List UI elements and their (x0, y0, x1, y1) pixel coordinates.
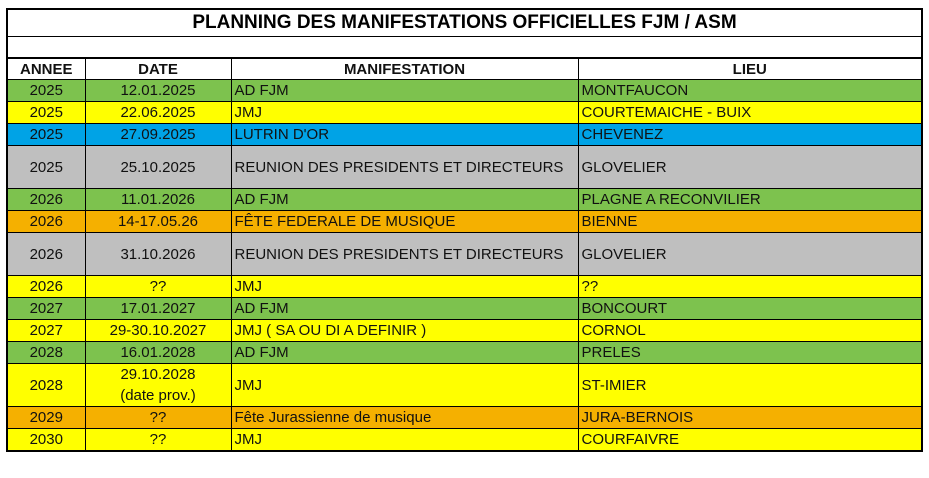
cell-manifestation: JMJ (231, 364, 578, 407)
cell-date: 25.10.2025 (85, 146, 231, 189)
header-date: DATE (85, 59, 231, 80)
cell-annee: 2030 (8, 429, 85, 451)
cell-lieu: PRELES (578, 342, 921, 364)
date-value: 29.10.2028 (120, 366, 196, 383)
cell-annee: 2026 (8, 233, 85, 276)
cell-date: 12.01.2025 (85, 80, 231, 102)
cell-annee: 2026 (8, 189, 85, 211)
cell-date: 31.10.2026 (85, 233, 231, 276)
cell-annee: 2029 (8, 407, 85, 429)
cell-manifestation: REUNION DES PRESIDENTS ET DIRECTEURS (231, 233, 578, 276)
cell-manifestation: JMJ (231, 429, 578, 451)
table-row (8, 298, 921, 320)
cell-lieu: CHEVENEZ (578, 124, 921, 146)
date-note: (date prov.) (120, 387, 196, 404)
cell-manifestation: REUNION DES PRESIDENTS ET DIRECTEURS (231, 146, 578, 189)
cell-lieu: JURA-BERNOIS (578, 407, 921, 429)
blank-row (8, 37, 921, 58)
header-row (8, 59, 921, 80)
cell-annee: 2026 (8, 276, 85, 298)
cell-manifestation: AD FJM (231, 342, 578, 364)
table-row (8, 233, 921, 276)
cell-lieu: CORNOL (578, 320, 921, 342)
cell-manifestation: AD FJM (231, 80, 578, 102)
cell-lieu: GLOVELIER (578, 233, 921, 276)
cell-date: 17.01.2027 (85, 298, 231, 320)
cell-lieu: COURFAIVRE (578, 429, 921, 451)
table-row (8, 342, 921, 364)
cell-manifestation: JMJ ( SA OU DI A DEFINIR ) (231, 320, 578, 342)
table-row (8, 211, 921, 233)
cell-annee: 2027 (8, 320, 85, 342)
cell-date: ?? (85, 276, 231, 298)
cell-lieu: ?? (578, 276, 921, 298)
cell-lieu: MONTFAUCON (578, 80, 921, 102)
table-row (8, 364, 921, 407)
header-lieu: LIEU (578, 59, 921, 80)
spreadsheet (6, 8, 923, 452)
table-row (8, 80, 921, 102)
cell-lieu: PLAGNE A RECONVILIER (578, 189, 921, 211)
cell-manifestation: FÊTE FEDERALE DE MUSIQUE (231, 211, 578, 233)
cell-date: 22.06.2025 (85, 102, 231, 124)
cell-annee: 2025 (8, 146, 85, 189)
cell-manifestation: JMJ (231, 102, 578, 124)
cell-date: ?? (85, 407, 231, 429)
cell-annee: 2026 (8, 211, 85, 233)
header-manifestation: MANIFESTATION (231, 59, 578, 80)
cell-manifestation: AD FJM (231, 298, 578, 320)
cell-manifestation: AD FJM (231, 189, 578, 211)
table-row (8, 146, 921, 189)
cell-date: 16.01.2028 (85, 342, 231, 364)
cell-manifestation: Fête Jurassienne de musique (231, 407, 578, 429)
cell-date (85, 364, 231, 407)
table-row (8, 407, 921, 429)
table-row (8, 102, 921, 124)
table-body (8, 80, 921, 451)
header-annee: ANNEE (8, 59, 85, 80)
cell-lieu: ST-IMIER (578, 364, 921, 407)
cell-date: 14-17.05.26 (85, 211, 231, 233)
table-row (8, 189, 921, 211)
table-row (8, 276, 921, 298)
cell-lieu: BIENNE (578, 211, 921, 233)
cell-manifestation: JMJ (231, 276, 578, 298)
cell-annee: 2028 (8, 342, 85, 364)
cell-annee: 2027 (8, 298, 85, 320)
cell-date: 11.01.2026 (85, 189, 231, 211)
cell-manifestation: LUTRIN D'OR (231, 124, 578, 146)
table-row (8, 320, 921, 342)
table-row (8, 429, 921, 451)
cell-date: 27.09.2025 (85, 124, 231, 146)
cell-date: ?? (85, 429, 231, 451)
cell-annee: 2025 (8, 124, 85, 146)
cell-annee: 2028 (8, 364, 85, 407)
table-row (8, 124, 921, 146)
page-title: PLANNING DES MANIFESTATIONS OFFICIELLES FJM / ASM (8, 10, 921, 37)
cell-date: 29-30.10.2027 (85, 320, 231, 342)
cell-annee: 2025 (8, 80, 85, 102)
cell-lieu: GLOVELIER (578, 146, 921, 189)
events-table (8, 58, 921, 450)
cell-lieu: COURTEMAICHE - BUIX (578, 102, 921, 124)
cell-lieu: BONCOURT (578, 298, 921, 320)
cell-annee: 2025 (8, 102, 85, 124)
